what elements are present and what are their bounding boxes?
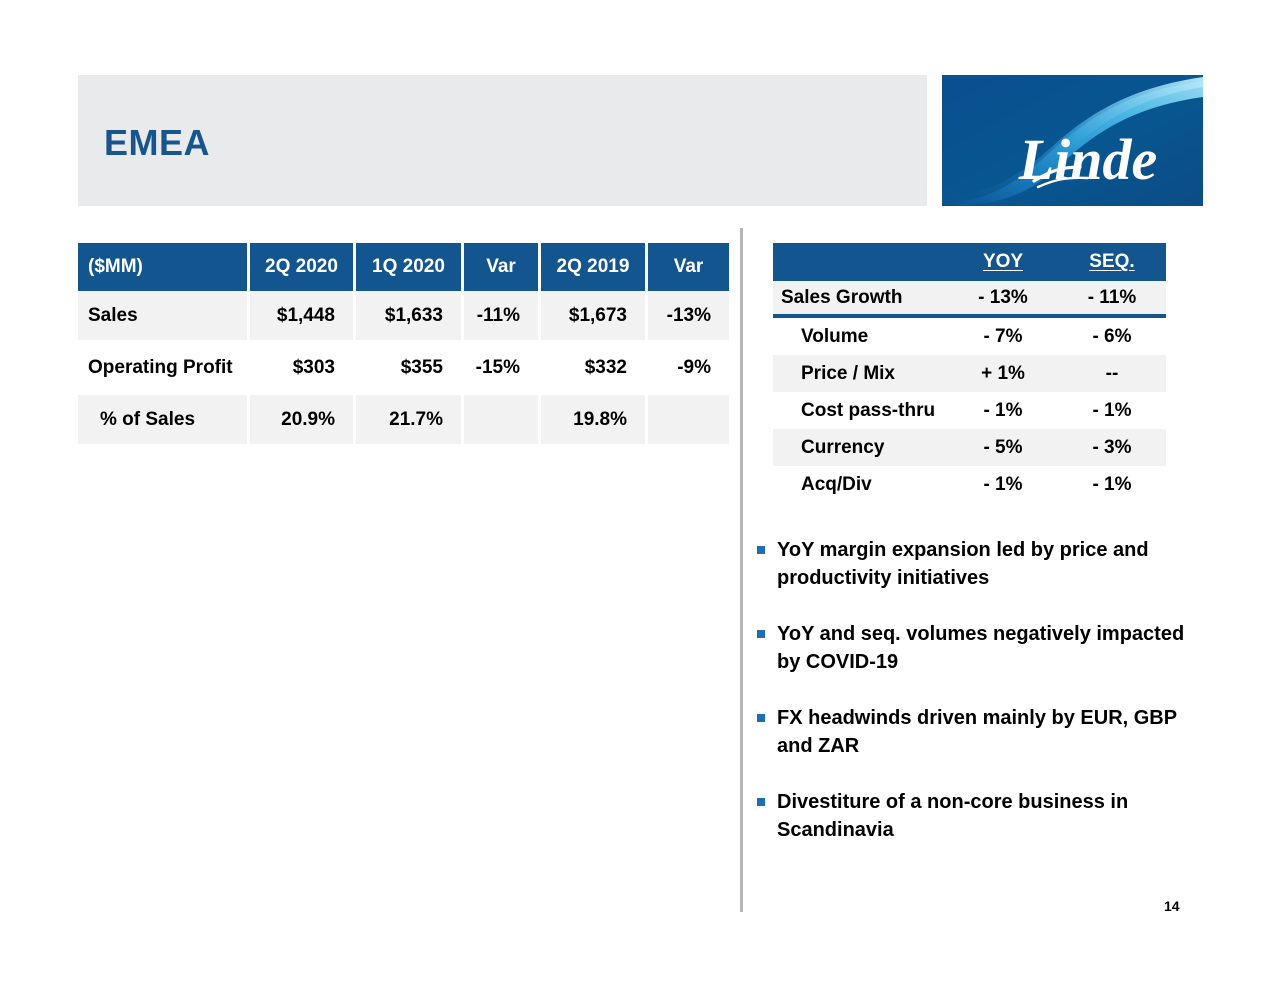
financials-table-body	[78, 291, 729, 447]
row-label: Operating Profit	[78, 343, 250, 395]
row-value: -11%	[464, 291, 541, 343]
row-value-yoy: + 1%	[948, 355, 1058, 392]
row-value-seq: - 11%	[1058, 281, 1166, 318]
financials-table	[78, 243, 729, 447]
financials-col-unit: ($MM)	[78, 243, 250, 291]
row-label: Volume	[773, 318, 948, 355]
financials-table-head	[78, 243, 729, 291]
financials-header-row	[78, 243, 729, 291]
row-value: 20.9%	[250, 395, 356, 447]
financials-col-var-seq: Var	[464, 243, 541, 291]
row-value: 19.8%	[541, 395, 648, 447]
row-value-seq: - 3%	[1058, 429, 1166, 466]
table-row	[78, 291, 729, 343]
growth-header-row	[773, 243, 1166, 281]
table-row	[78, 395, 729, 447]
table-row	[773, 429, 1166, 466]
row-label: Currency	[773, 429, 948, 466]
row-value-yoy: - 7%	[948, 318, 1058, 355]
bullet-square-icon	[757, 714, 765, 722]
row-value: -9%	[648, 343, 729, 395]
growth-table-head	[773, 243, 1166, 281]
row-value-yoy: - 13%	[948, 281, 1058, 318]
row-value-seq: - 6%	[1058, 318, 1166, 355]
financials-col-var-yoy: Var	[648, 243, 729, 291]
financials-col-1q2020: 1Q 2020	[356, 243, 464, 291]
growth-col-yoy-label: YOY	[982, 251, 1024, 272]
row-label: Acq/Div	[773, 466, 948, 503]
financials-col-2q2020: 2Q 2020	[250, 243, 356, 291]
row-label: Price / Mix	[773, 355, 948, 392]
linde-logo-graphic	[942, 75, 1203, 206]
growth-col-seq	[1058, 243, 1166, 281]
row-value: $1,633	[356, 291, 464, 343]
row-value: $355	[356, 343, 464, 395]
list-item	[755, 788, 1207, 844]
table-row	[773, 318, 1166, 355]
row-value: $1,448	[250, 291, 356, 343]
bullet-square-icon	[757, 546, 765, 554]
row-label: % of Sales	[78, 395, 250, 447]
list-item	[755, 704, 1207, 760]
row-value-yoy: - 1%	[948, 466, 1058, 503]
bullet-square-icon	[757, 798, 765, 806]
financials-col-2q2019: 2Q 2019	[541, 243, 648, 291]
row-label: Cost pass-thru	[773, 392, 948, 429]
row-value	[648, 395, 729, 447]
row-value: $303	[250, 343, 356, 395]
row-value-yoy: - 1%	[948, 392, 1058, 429]
row-value-seq: - 1%	[1058, 466, 1166, 503]
svg-text:Linde: Linde	[1018, 127, 1158, 192]
bullet-text: YoY and seq. volumes negatively impacted by COVID-19	[777, 623, 1185, 673]
growth-col-yoy	[948, 243, 1058, 281]
bullet-text: YoY margin expansion led by price and productivity initiatives	[777, 539, 1149, 589]
list-item	[755, 536, 1207, 592]
row-label: Sales Growth	[773, 281, 948, 318]
bullet-text: Divestiture of a non-core business in Scandinavia	[777, 791, 1129, 841]
row-value: $332	[541, 343, 648, 395]
table-row	[773, 355, 1166, 392]
growth-col-seq-label: SEQ.	[1089, 251, 1135, 272]
table-row	[773, 466, 1166, 503]
row-value-seq: --	[1058, 355, 1166, 392]
page-title: EMEA	[104, 122, 211, 163]
row-value: -15%	[464, 343, 541, 395]
row-value: -13%	[648, 291, 729, 343]
growth-bridge-table	[773, 243, 1166, 503]
row-value-yoy: - 5%	[948, 429, 1058, 466]
growth-table-body	[773, 281, 1166, 503]
table-row	[773, 392, 1166, 429]
list-item	[755, 620, 1207, 676]
bullet-text: FX headwinds driven mainly by EUR, GBP and ZAR	[777, 707, 1177, 757]
row-value: $1,673	[541, 291, 648, 343]
row-label: Sales	[78, 291, 250, 343]
page-number: 14	[1164, 898, 1180, 914]
row-value	[464, 395, 541, 447]
linde-logo	[942, 75, 1203, 206]
table-row	[78, 343, 729, 395]
growth-col-blank	[773, 243, 948, 281]
commentary-list	[755, 536, 1207, 872]
table-row	[773, 281, 1166, 318]
bullet-square-icon	[757, 630, 765, 638]
row-value: 21.7%	[356, 395, 464, 447]
row-value-seq: - 1%	[1058, 392, 1166, 429]
section-divider	[740, 228, 743, 912]
